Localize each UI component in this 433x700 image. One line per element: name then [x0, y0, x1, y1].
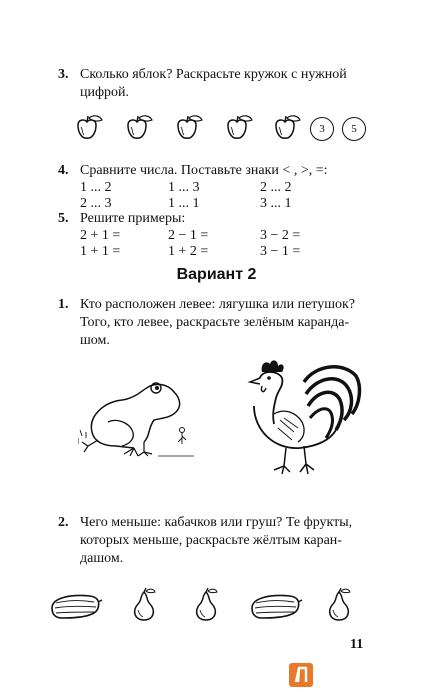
task4-cell: 1 ... 1 — [168, 196, 200, 211]
v2-task2-line1: Чего меньше: кабачков или груш? Те фрукты, — [80, 515, 353, 530]
task5-number: 5. — [58, 211, 69, 226]
zucchini-icon — [252, 596, 302, 619]
v2-task1-line3: шом. — [80, 333, 110, 348]
frog-icon[interactable] — [78, 376, 194, 466]
v2-task2-number: 2. — [58, 515, 69, 530]
pear-icon — [135, 588, 155, 620]
task3-line1: Сколько яблок? Раскрасьте кружок с нужной — [80, 67, 347, 82]
task4-cell: 1 ... 2 — [80, 180, 112, 195]
task4-number: 4. — [58, 163, 69, 178]
task4-cell: 2 ... 3 — [80, 196, 112, 211]
task3-line2: цифрой. — [80, 85, 130, 100]
pear-icon — [330, 588, 350, 620]
task3-number: 3. — [58, 67, 69, 82]
apple-icon — [78, 116, 102, 138]
answer-circle-3[interactable]: 3 — [310, 117, 334, 141]
v2-task2-line3: дашом. — [80, 551, 124, 566]
task4-text: Сравните числа. Поставьте знаки < , >, =: — [80, 163, 328, 178]
task5-cell: 3 − 1 = — [260, 244, 301, 259]
pear-icon — [197, 588, 217, 620]
task4-cell: 3 ... 1 — [260, 196, 292, 211]
apples-row — [74, 114, 314, 144]
task5-cell: 3 − 2 = — [260, 228, 301, 243]
page-number: 11 — [350, 637, 364, 652]
v2-task1-number: 1. — [58, 297, 69, 312]
task4-cell: 1 ... 3 — [168, 180, 200, 195]
v2-task2-line2: которых меньше, раскрасьте жёлтым каран- — [80, 533, 342, 548]
task5-cell: 2 − 1 = — [168, 228, 209, 243]
zucchini-icon — [52, 596, 102, 619]
task5-text: Решите примеры: — [80, 211, 186, 226]
answer-circle-5[interactable]: 5 — [342, 117, 366, 141]
watermark-logo — [289, 663, 313, 687]
v2-task1-line1: Кто расположен левее: лягушка или петушок? — [80, 297, 356, 312]
task5-cell: 1 + 2 = — [168, 244, 209, 259]
vegetables-row — [50, 586, 360, 622]
variant-title: Вариант 2 — [176, 266, 257, 283]
task4-cell: 2 ... 2 — [260, 180, 292, 195]
task5-cell: 1 + 1 = — [80, 244, 121, 259]
task5-cell: 2 + 1 = — [80, 228, 121, 243]
rooster-icon[interactable] — [244, 358, 364, 488]
v2-task1-line2: Того, кто левее, раскрасьте зелёным каранда- — [80, 315, 350, 330]
